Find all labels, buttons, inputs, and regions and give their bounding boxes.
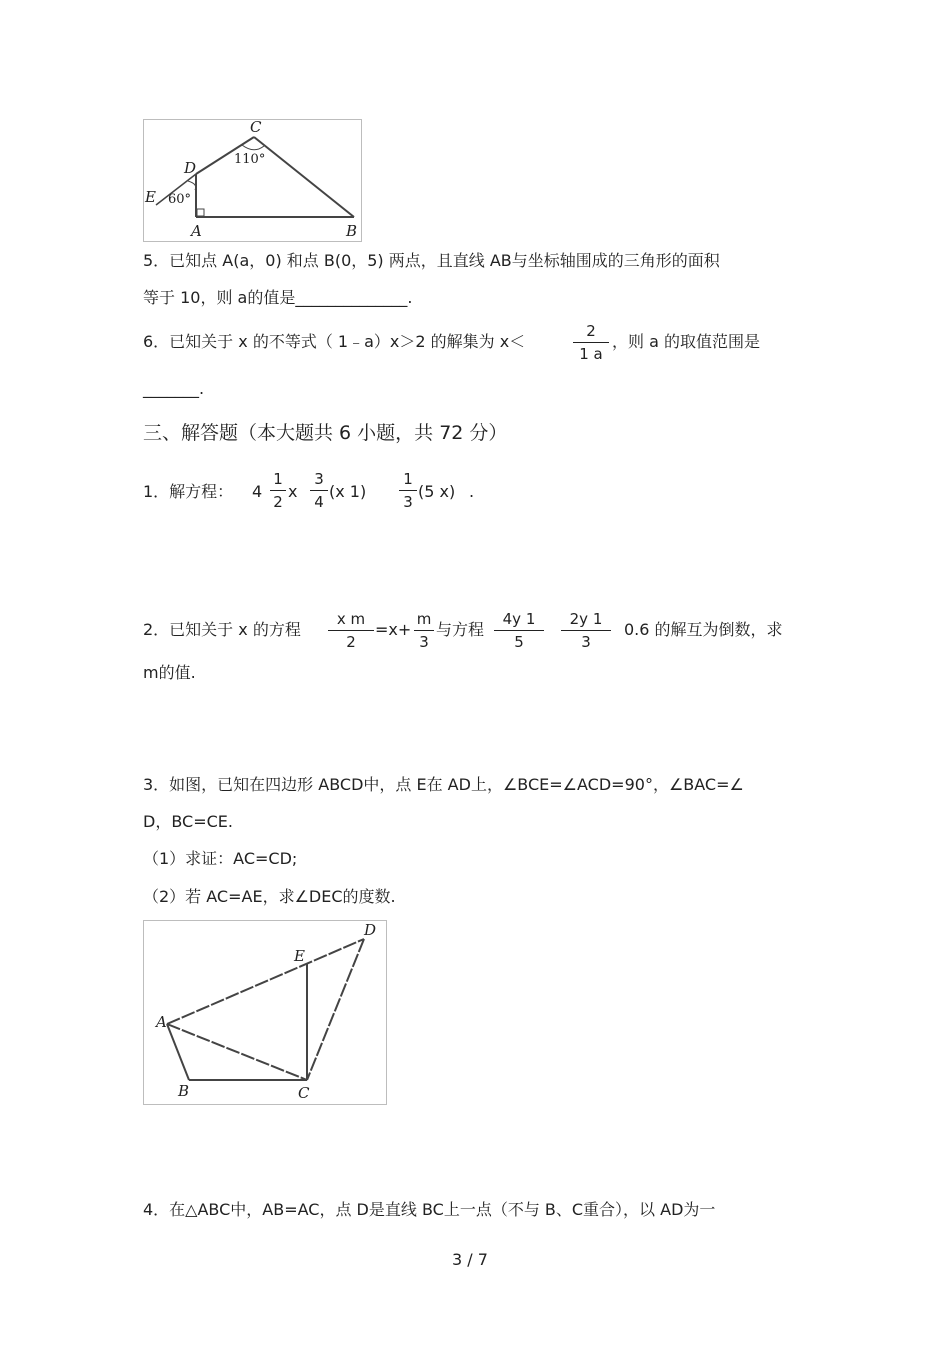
s2-frac3-den: 5 xyxy=(514,633,524,651)
s1-frac1 xyxy=(270,470,286,511)
s1-label: 1．解方程： xyxy=(143,482,234,501)
s2-frac4-den: 3 xyxy=(581,633,591,651)
s3-sub1: （1）求证：AC=CD; xyxy=(143,849,298,868)
s2-frac4 xyxy=(561,610,611,651)
label-d: D xyxy=(364,921,377,939)
label-b: B xyxy=(178,1082,190,1100)
s2-frac2-den: 3 xyxy=(419,633,429,651)
figure-quadrilateral xyxy=(143,920,387,1105)
figure-angle-svg xyxy=(144,120,361,241)
s1-frac3-den: 3 xyxy=(403,493,413,511)
q6-fraction xyxy=(573,322,609,363)
s2-pre: 2．已知关于 x 的方程 xyxy=(143,620,301,639)
s4-line1: 4．在△ABC中，AB=AC，点 D是直线 BC上一点（不与 B、C重合），以 AD为一 xyxy=(143,1200,716,1219)
s2-frac1 xyxy=(328,610,374,651)
s2-post: 0.6 的解互为倒数，求 xyxy=(624,620,783,639)
s1-term2: x xyxy=(288,482,298,501)
q6-frac-den: 1 a xyxy=(579,345,603,363)
q6-post: ，则 a 的取值范围是 xyxy=(612,332,760,351)
angle-c-label: 110° xyxy=(234,152,266,167)
s1-term4: (5 x) xyxy=(418,482,456,501)
label-e: E xyxy=(294,947,305,965)
s2-frac2 xyxy=(414,610,434,651)
s2-line2: m的值. xyxy=(143,663,196,682)
s3-sub2: （2）若 AC=AE，求∠DEC的度数. xyxy=(143,887,396,906)
s2-mid1: =x+ xyxy=(375,620,412,639)
q5-line2: 等于 10，则 a的值是______________. xyxy=(143,288,413,307)
s2-frac1-num: x m xyxy=(336,610,366,628)
s3-line2: D，BC=CE. xyxy=(143,812,233,831)
label-e: E xyxy=(145,188,156,206)
label-c: C xyxy=(298,1084,310,1102)
s1-frac2-den: 4 xyxy=(314,493,324,511)
s2-frac3 xyxy=(494,610,544,651)
angle-d-label: 60° xyxy=(168,192,192,207)
s1-frac1-num: 1 xyxy=(273,470,283,488)
q6-blank: _______. xyxy=(143,379,205,398)
label-a: A xyxy=(191,222,202,240)
q6-frac-num: 2 xyxy=(586,322,596,340)
s2-frac2-num: m xyxy=(416,610,432,628)
s2-frac4-num: 2y 1 xyxy=(569,610,603,628)
s2-frac3-num: 4y 1 xyxy=(502,610,536,628)
section-heading: 三、解答题（本大题共 6 小题，共 72 分） xyxy=(143,422,508,444)
figure-angle-diagram xyxy=(143,119,362,242)
s1-frac2-num: 3 xyxy=(314,470,324,488)
label-a: A xyxy=(156,1013,167,1031)
s1-frac3-num: 1 xyxy=(403,470,413,488)
s3-line1: 3．如图，已知在四边形 ABCD中，点 E在 AD上，∠BCE=∠ACD=90°，∠BAC=∠ xyxy=(143,775,744,794)
figure-quadrilateral-svg xyxy=(144,921,386,1104)
s2-frac1-den: 2 xyxy=(346,633,356,651)
s1-term1: 4 xyxy=(252,482,263,501)
s2-mid2: 与方程 xyxy=(436,620,485,639)
q5-line1: 5．已知点 A(a，0) 和点 B(0，5) 两点，且直线 AB与坐标轴围成的三角形的面积 xyxy=(143,251,720,270)
s1-frac1-den: 2 xyxy=(273,493,283,511)
s1-end: . xyxy=(469,482,475,501)
s1-frac2 xyxy=(310,470,328,511)
s1-frac3 xyxy=(399,470,417,511)
s1-term3: (x 1) xyxy=(329,482,367,501)
label-c: C xyxy=(250,120,262,136)
page-number: 3 / 7 xyxy=(452,1250,488,1269)
q6-pre: 6．已知关于 x 的不等式（ 1﹣a）x＞2 的解集为 x＜ xyxy=(143,332,526,351)
label-d: D xyxy=(184,159,197,177)
label-b: B xyxy=(346,222,358,240)
